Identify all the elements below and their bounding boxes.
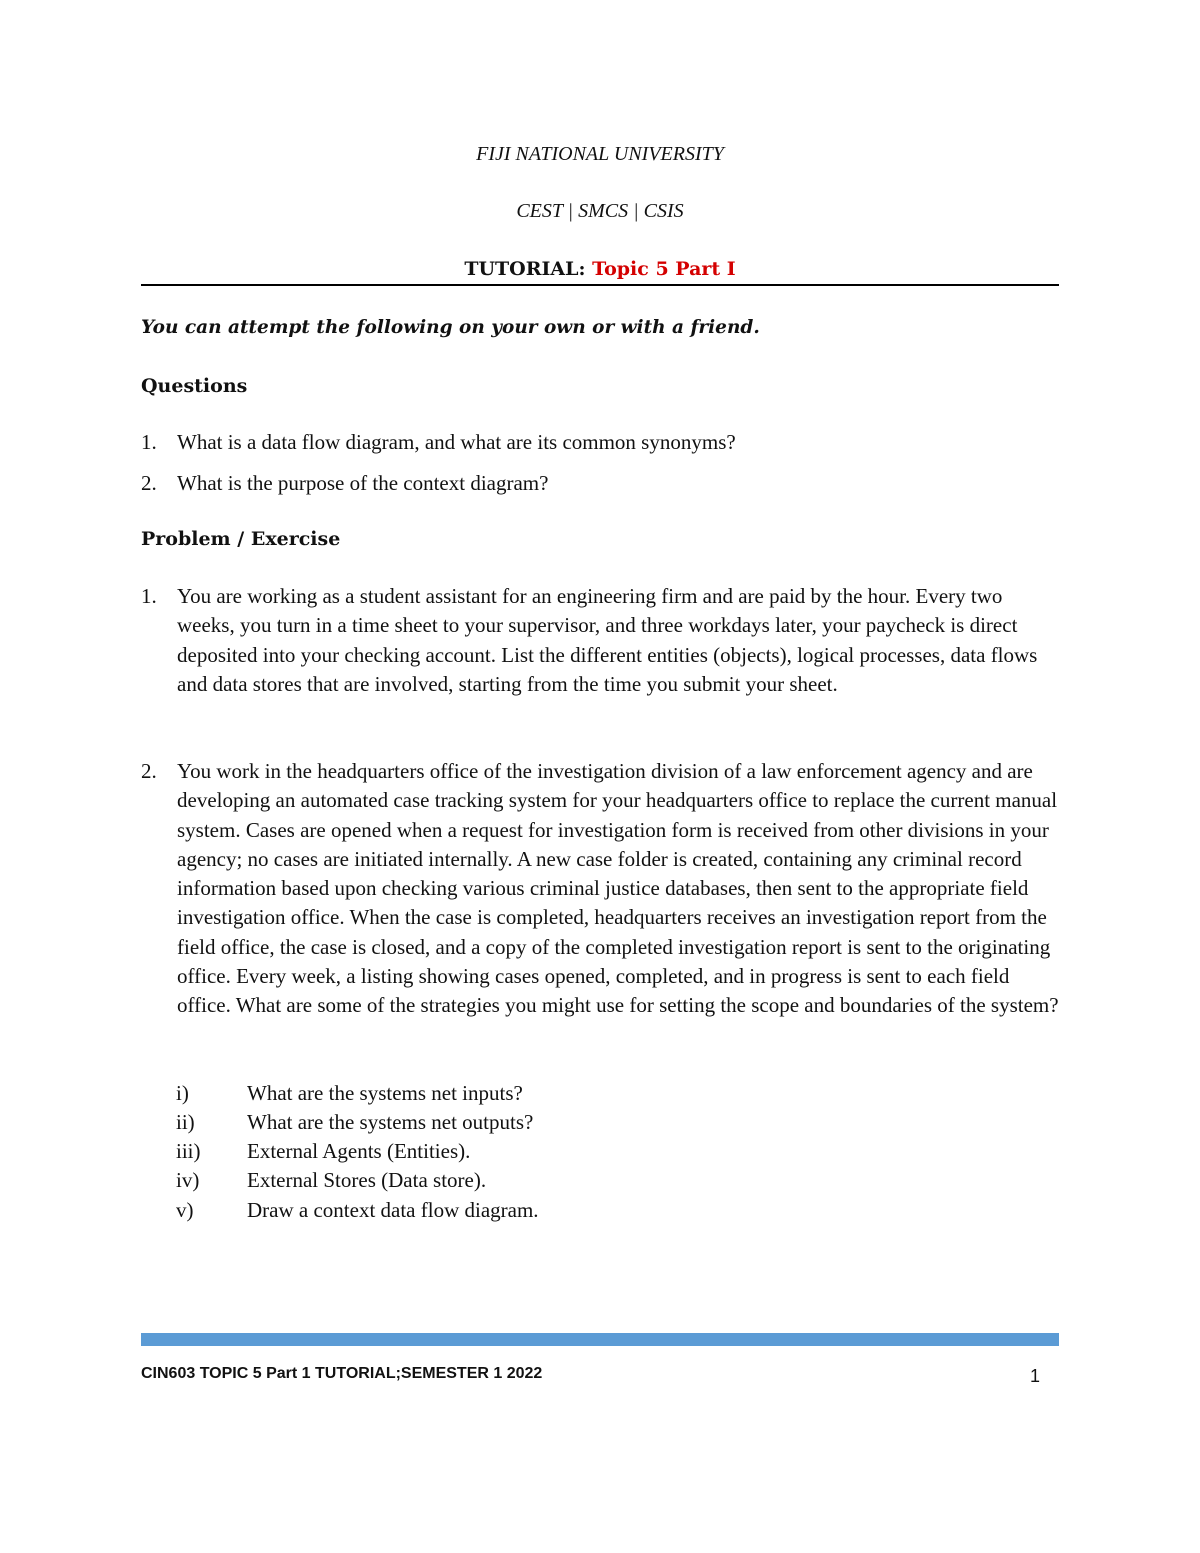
- question-number: 1.: [141, 430, 157, 454]
- problem-item: [141, 582, 1061, 699]
- sub-item-number: i): [176, 1081, 189, 1105]
- question-item: [141, 469, 1061, 498]
- sub-item-number: v): [176, 1198, 194, 1222]
- question-text: What is the purpose of the context diagram?: [177, 471, 549, 495]
- tutorial-label: TUTORIAL:: [464, 258, 586, 280]
- sub-item: [176, 1137, 976, 1166]
- question-number: 2.: [141, 471, 157, 495]
- question-item: [141, 428, 1061, 457]
- footer-bar: [141, 1333, 1059, 1346]
- sub-item-text: Draw a context data flow diagram.: [247, 1198, 539, 1222]
- header-divider: [141, 284, 1059, 286]
- department-line: CEST | SMCS | CSIS: [516, 200, 684, 222]
- sub-item-text: External Agents (Entities).: [247, 1139, 471, 1163]
- page-number: 1: [1029, 1366, 1040, 1386]
- problem-number: 2.: [141, 759, 157, 783]
- sub-item-number: iv): [176, 1168, 200, 1192]
- problem-item: [141, 757, 1061, 1021]
- problems-heading: Problem / Exercise: [141, 528, 341, 550]
- tutorial-title: [141, 258, 1059, 280]
- sub-item-text: External Stores (Data store).: [247, 1168, 487, 1192]
- footer-course-text: CIN603 TOPIC 5 Part 1 TUTORIAL;SEMESTER 1 2022: [141, 1365, 543, 1382]
- problem-number: 1.: [141, 584, 157, 608]
- questions-heading: Questions: [141, 375, 248, 397]
- question-text: What is a data flow diagram, and what are its common synonyms?: [177, 430, 736, 454]
- sub-item-number: iii): [176, 1139, 201, 1163]
- sub-item: [176, 1108, 976, 1137]
- tutorial-topic: Topic 5 Part I: [592, 258, 736, 280]
- intro-note: You can attempt the following on your own or with a friend.: [141, 317, 760, 338]
- sub-item-text: What are the systems net inputs?: [247, 1081, 523, 1105]
- sub-item: [176, 1166, 976, 1195]
- sub-item-number: ii): [176, 1110, 195, 1134]
- sub-item: [176, 1079, 976, 1108]
- problem-text: You are working as a student assistant for an engineering firm and are paid by the hour. Every two weeks, you turn in a time sheet to your supervisor, and three workdays later, your paycheck is direct deposited into your checking account. List the different entities (objects), logical processes, data flows and data stores that are involved, starting from the time you submit your sheet.: [177, 584, 1038, 696]
- sub-item-text: What are the systems net outputs?: [247, 1110, 534, 1134]
- sub-item: [176, 1196, 976, 1225]
- university-name: FIJI NATIONAL UNIVERSITY: [476, 143, 724, 165]
- problem-text: You work in the headquarters office of the investigation division of a law enforcement agency and are developing an automated case tracking system for your headquarters office to replace the current manual system. Cases are opened when a request for investigation form is received from other divisions in your agency; no cases are initiated internally. A new case folder is created, containing any criminal record information based upon checking various criminal justice databases, then sent to the appropriate field investigation office. When the case is completed, headquarters receives an investigation report from the field office, the case is closed, and a copy of the completed investigation report is sent to the originating office. Every week, a listing showing cases opened, completed, and in progress is sent to each field office. What are some of the strategies you might use for setting the scope and boundaries of the system?: [177, 759, 1059, 1018]
